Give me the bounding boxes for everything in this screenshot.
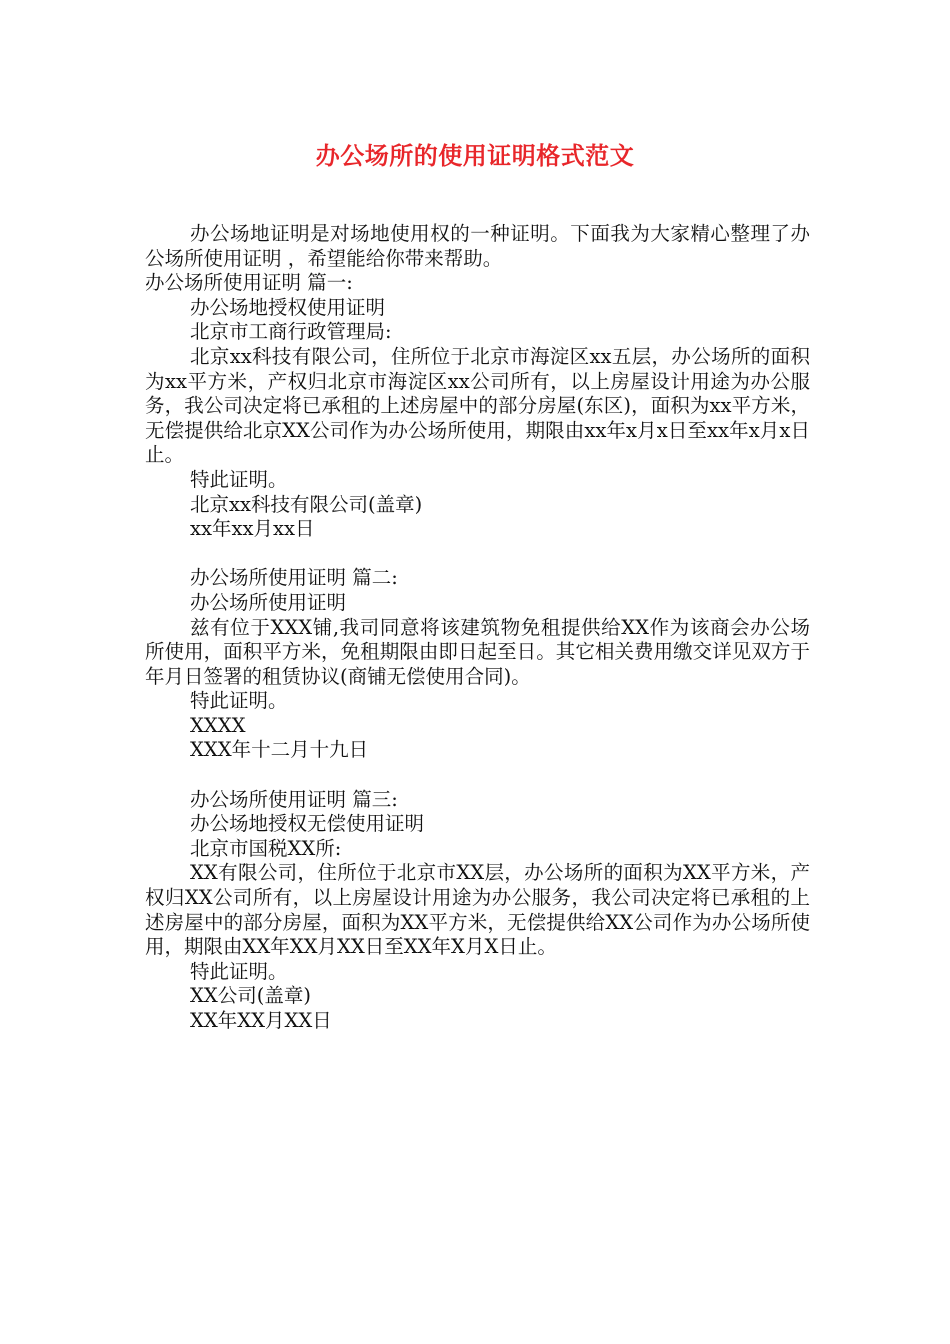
section3-heading: 办公场所使用证明 篇三: [190,787,398,811]
section3-addressee: 北京市国税XX所: [190,836,342,860]
section1-signature: 北京xx科技有限公司(盖章) [190,492,423,516]
section1-addressee: 北京市工商行政管理局: [190,320,392,344]
section1-heading: 办公场所使用证明 篇一: [145,271,353,295]
intro-paragraph: 办公场地证明是对场地使用权的一种证明。下面我为大家精心整理了办公场所使用证明 ，希望能给你带来帮助。 [145,222,810,270]
section1-date: xx年xx月xx日 [190,517,315,541]
section2-body: 兹有位于XXX铺,我司同意将该建筑物免租提供给XX作为该商会办公场所使用，面积平方米，免租期限由即日起至日。其它相关费用缴交详见双方于年月日签署的租赁协议(商铺无偿使用合同)。 [145,615,810,688]
section3-body: XX有限公司，住所位于北京市XX层，办公场所的面积为XX平方米，产权归XX公司所有，以上房屋设计用途为办公服务，我公司决定将已承租的上述房屋中的部分房屋，面积为XX平方米，无偿提供给XX公司作为办公场所使用，期限由XX年XX月XX日至XX年X月X日止。 [145,861,810,959]
section-spacer [145,542,810,567]
section1-subtitle: 办公场地授权使用证明 [190,295,386,319]
section3-closing: 特此证明。 [190,959,288,983]
section-spacer [145,763,810,788]
section3-date: XX年XX月XX日 [190,1009,332,1032]
section3-subtitle: 办公场地授权无偿使用证明 [190,812,425,836]
document-title: 办公场所的使用证明格式范文 [315,142,635,170]
section3-signature: XX公司(盖章) [190,984,311,1008]
section1-closing: 特此证明。 [190,467,288,491]
section1-body: 北京xx科技有限公司，住所位于北京市海淀区xx五层，办公场所的面积为xx平方米，产权归北京市海淀区xx公司所有，以上房屋设计用途为办公服务，我公司决定将已承租的上述房屋中的部分房屋(东区)，面积为xx平方米，无偿提供给北京XX公司作为办公场所使用，期限由xx年x月x日至xx年x月x日止。 [145,344,810,467]
section2-heading: 办公场所使用证明 篇二: [190,566,398,590]
section2-date: XXX年十二月十九日 [190,738,369,762]
section2-subtitle: 办公场所使用证明 [190,590,347,614]
section2-closing: 特此证明。 [190,689,288,713]
section2-signature: XXXX [190,713,246,737]
document-body [145,222,810,1034]
